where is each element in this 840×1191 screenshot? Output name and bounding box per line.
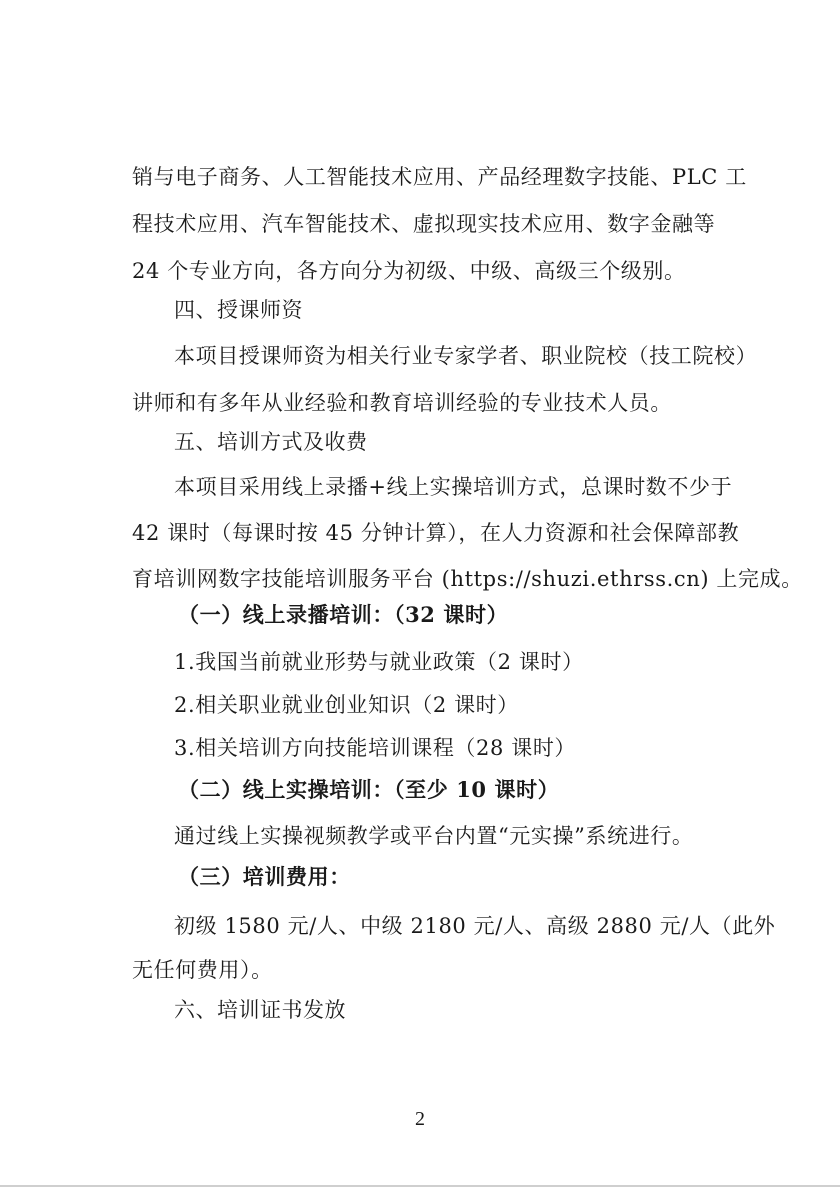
body-line-3: 24 个专业方向，各方向分为初级、中级、高级三个级别。 xyxy=(132,259,686,283)
section-heading-5: 五、培训方式及收费 xyxy=(174,430,368,454)
section-heading-6: 六、培训证书发放 xyxy=(174,998,346,1022)
section-heading-4: 四、授课师资 xyxy=(174,298,303,322)
fee-line-2: 无任何费用）。 xyxy=(132,958,273,982)
body-line-1: 销与电子商务、人工智能技术应用、产品经理数字技能、PLC 工 xyxy=(132,165,747,189)
subsection-heading-1: （一）线上录播培训：（32 课时） xyxy=(178,602,509,627)
page-number: 2 xyxy=(415,1108,425,1130)
section5-line-3: 育培训网数字技能培训服务平台 (https://shuzi.ethrss.cn) 上完成。 xyxy=(132,567,803,591)
body-line-2: 程技术应用、汽车智能技术、虚拟现实技术应用、数字金融等 xyxy=(132,212,716,236)
page-bottom-edge xyxy=(0,1185,840,1187)
subsection2-text: 通过线上实操视频教学或平台内置“元实操”系统进行。 xyxy=(174,824,694,848)
section4-line-1: 本项目授课师资为相关行业专家学者、职业院校（技工院校） xyxy=(174,344,758,368)
list-item-2: 2.相关职业就业创业知识（2 课时） xyxy=(174,693,519,717)
list-item-1: 1.我国当前就业形势与就业政策（2 课时） xyxy=(174,650,584,674)
fee-line-1: 初级 1580 元/人、中级 2180 元/人、高级 2880 元/人（此外 xyxy=(174,914,776,938)
list-item-3: 3.相关培训方向技能培训课程（28 课时） xyxy=(174,736,577,760)
subsection-heading-3: （三）培训费用： xyxy=(178,864,351,889)
section5-line-1: 本项目采用线上录播+线上实操培训方式，总课时数不少于 xyxy=(174,475,733,499)
section4-line-2: 讲师和有多年从业经验和教育培训经验的专业技术人员。 xyxy=(132,391,672,415)
subsection-heading-2: （二）线上实操培训：（至少 10 课时） xyxy=(178,777,560,802)
section5-line-2: 42 课时（每课时按 45 分钟计算），在人力资源和社会保障部教 xyxy=(132,521,740,545)
